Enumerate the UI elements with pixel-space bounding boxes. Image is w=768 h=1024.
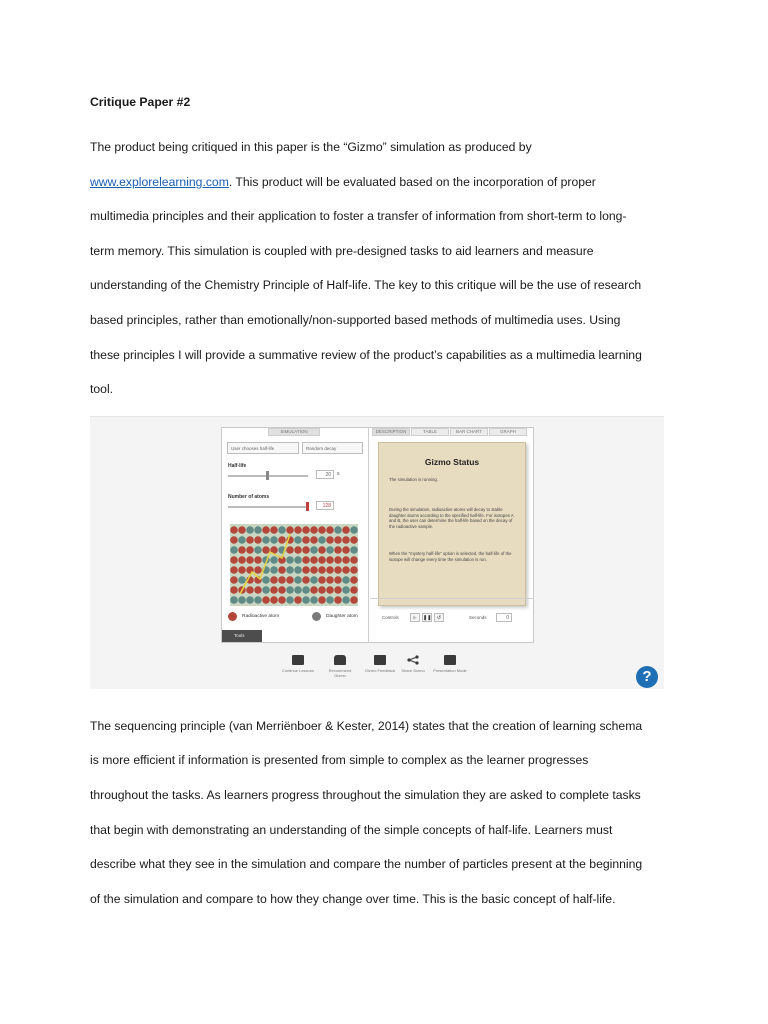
paragraph-2-line-5: describe what they see in the simulation and compare the number of particles present at the beginning — [90, 857, 643, 871]
description-pane — [370, 428, 533, 642]
atom — [278, 586, 286, 594]
atom — [326, 546, 334, 554]
atom — [270, 566, 278, 574]
gizmo-status-panel — [378, 442, 526, 606]
atom — [310, 566, 318, 574]
paragraph-1-line-1: The product being critiqued in this paper is the “Gizmo” simulation as produced by — [90, 140, 532, 154]
paragraph-1-line-6: based principles, rather than emotionally/non-supported based methods of multimedia uses. Using — [90, 313, 621, 327]
atom — [326, 566, 334, 574]
atom — [326, 596, 334, 604]
atom — [318, 546, 326, 554]
paper-title: Critique Paper #2 — [90, 95, 191, 109]
gizmo-feedback-button[interactable] — [363, 655, 397, 673]
atom — [254, 586, 262, 594]
book-icon — [292, 655, 304, 665]
atom — [326, 536, 334, 544]
atom — [254, 596, 262, 604]
atom — [310, 526, 318, 534]
gizmo-screenshot — [90, 416, 664, 689]
atom — [318, 536, 326, 544]
status-line-1: The simulation is running. — [389, 477, 438, 482]
atom — [238, 566, 246, 574]
atom — [262, 576, 270, 584]
tools-tab[interactable] — [222, 630, 262, 642]
atom — [230, 586, 238, 594]
atom — [262, 536, 270, 544]
atom — [302, 526, 310, 534]
tab-bar-chart[interactable]: BAR CHART — [450, 428, 488, 436]
paragraph-1-line-3: multimedia principles and their application to foster a transfer of information from short-term to long- — [90, 209, 627, 223]
atom — [246, 526, 254, 534]
atom — [334, 536, 342, 544]
atom — [270, 556, 278, 564]
atom — [334, 546, 342, 554]
atom — [286, 596, 294, 604]
paragraph-2-line-2: is more efficient if information is presented from simple to complex as the learner progresses — [90, 753, 589, 767]
thumbs-up-icon — [334, 655, 346, 665]
gizmo-feedback-label: Gizmo Feedback — [364, 668, 396, 673]
paragraph-2-line-1: The sequencing principle (van Merriënboer & Kester, 2014) states that the creation of learning schema — [90, 719, 643, 733]
atom — [246, 536, 254, 544]
atom — [310, 536, 318, 544]
atom — [254, 536, 262, 544]
atom — [254, 546, 262, 554]
atom — [302, 546, 310, 554]
atom-sample-grid — [230, 524, 358, 606]
atom — [286, 566, 294, 574]
atom — [262, 526, 270, 534]
atom — [294, 526, 302, 534]
paragraph-1-line-5: understanding of the Chemistry Principle of Half-life. The key to this critique will be the use of research — [90, 278, 642, 292]
atom — [318, 556, 326, 564]
halflife-label: Half-life — [228, 463, 247, 469]
atom — [294, 566, 302, 574]
atom — [254, 526, 262, 534]
paragraph-2-line-4: that begin with demonstrating an understanding of the simple concepts of half-life. Learners must — [90, 823, 613, 837]
atom — [350, 536, 358, 544]
tab-graph[interactable]: GRAPH — [489, 428, 527, 436]
atom — [286, 586, 294, 594]
atom — [350, 526, 358, 534]
atom — [350, 576, 358, 584]
recommend-gizmo-label: Recommend Gizmo — [328, 668, 352, 678]
atom — [286, 556, 294, 564]
share-icon — [407, 655, 419, 665]
atom — [294, 546, 302, 554]
atom — [342, 596, 350, 604]
atom — [270, 536, 278, 544]
atom — [278, 526, 286, 534]
halflife-mode-dropdown[interactable]: User chooses half-life — [227, 442, 299, 454]
atom — [270, 586, 278, 594]
atom — [334, 586, 342, 594]
atom — [334, 596, 342, 604]
help-button[interactable]: ? — [636, 666, 658, 688]
atom — [318, 596, 326, 604]
atom — [270, 576, 278, 584]
tools-label: Tools — [234, 633, 245, 638]
atom — [294, 596, 302, 604]
paragraph-1-line-4: term memory. This simulation is coupled with pre-designed tasks to aid learners and measure — [90, 244, 594, 258]
atom — [230, 566, 238, 574]
atoms-input[interactable]: 128 — [316, 501, 334, 510]
atom — [302, 596, 310, 604]
atom — [246, 596, 254, 604]
atom — [334, 556, 342, 564]
atom — [342, 536, 350, 544]
atom — [334, 566, 342, 574]
atom — [342, 586, 350, 594]
seconds-label: Seconds — [469, 615, 487, 620]
share-gizmo-button[interactable] — [396, 655, 430, 673]
atom — [230, 546, 238, 554]
atom — [318, 526, 326, 534]
atom — [278, 566, 286, 574]
atom — [238, 526, 246, 534]
status-paragraph-3: When the "mystery half-life" option is selected, the half-life of the isotope will change every time the simulation is run. — [389, 551, 512, 562]
paragraph-2-line-3: throughout the tasks. As learners progress throughout the simulation they are asked to complete tasks — [90, 788, 641, 802]
atom — [238, 596, 246, 604]
atom — [326, 556, 334, 564]
reset-button[interactable]: ↺ — [434, 613, 444, 622]
atom — [238, 546, 246, 554]
paragraph-1-line-8: tool. — [90, 382, 114, 396]
atom — [254, 556, 262, 564]
paragraph-1-line-2-text: . This product will be evaluated based on the incorporation of proper — [228, 175, 596, 189]
atom — [350, 546, 358, 554]
gizmo-window — [221, 427, 534, 643]
atom — [334, 576, 342, 584]
atom — [294, 576, 302, 584]
atom — [238, 556, 246, 564]
atom — [326, 576, 334, 584]
number-of-atoms-label: Number of atoms — [228, 494, 270, 500]
halflife-input[interactable]: 20 — [316, 470, 334, 479]
paragraph-1-line-2 — [90, 174, 596, 190]
halflife-slider-handle[interactable] — [266, 471, 269, 480]
atom — [270, 596, 278, 604]
atom — [238, 536, 246, 544]
atom — [270, 526, 278, 534]
atom — [230, 536, 238, 544]
atom — [350, 556, 358, 564]
tab-table[interactable]: TABLE — [411, 428, 449, 436]
continue-lessons-label: Continue Lessons — [281, 668, 315, 673]
speech-bubble-icon — [374, 655, 386, 665]
atom — [342, 566, 350, 574]
atom — [230, 576, 238, 584]
atom — [342, 526, 350, 534]
controls-label: Controls — [382, 615, 399, 620]
atom — [254, 566, 262, 574]
atom — [342, 546, 350, 554]
atom — [350, 596, 358, 604]
atom — [334, 526, 342, 534]
atom — [326, 526, 334, 534]
atom — [302, 586, 310, 594]
play-button[interactable]: ▶ — [410, 613, 420, 622]
atom — [302, 556, 310, 564]
continue-lessons-button[interactable] — [281, 655, 315, 673]
paragraph-2-line-6: of the simulation and compare to how they change over time. This is the basic concept of half-life. — [90, 892, 616, 906]
atom — [262, 586, 270, 594]
atom — [310, 586, 318, 594]
atom — [302, 576, 310, 584]
atom — [230, 526, 238, 534]
atom — [246, 556, 254, 564]
status-paragraph-2: During the simulation, radioactive atoms will decay to stable daughter atoms according to the specified half-life. For isotopes A and B, the user can determine the half-life based on the decay of the radioactive sample. — [389, 507, 514, 529]
atom — [342, 556, 350, 564]
atom — [310, 546, 318, 554]
share-gizmo-label: Share Gizmo — [401, 668, 425, 673]
radioactive-atom-dot-icon — [228, 612, 237, 621]
atom — [230, 596, 238, 604]
atom — [350, 586, 358, 594]
legend-daughter: Daughter atom — [326, 614, 358, 619]
atom — [286, 576, 294, 584]
explorelearning-link[interactable]: www.explorelearning.com — [90, 175, 229, 189]
atom — [278, 576, 286, 584]
atom — [318, 576, 326, 584]
atom — [326, 586, 334, 594]
atom — [342, 576, 350, 584]
presentation-mode-button[interactable] — [433, 655, 467, 673]
atom — [262, 546, 270, 554]
atom — [318, 566, 326, 574]
tab-simulation[interactable]: SIMULATION — [268, 428, 320, 436]
atoms-slider-handle[interactable] — [306, 502, 309, 511]
pause-button[interactable]: ❚❚ — [423, 615, 432, 621]
status-title: Gizmo Status — [424, 457, 480, 467]
seconds-value: 0 — [496, 613, 512, 622]
atom — [246, 586, 254, 594]
atom — [310, 576, 318, 584]
atom — [246, 546, 254, 554]
atoms-slider[interactable] — [228, 506, 308, 508]
atom — [294, 556, 302, 564]
daughter-atom-dot-icon — [312, 612, 321, 621]
atom — [278, 536, 286, 544]
atom — [310, 596, 318, 604]
presentation-mode-label: Presentation Mode — [433, 668, 467, 673]
tab-description[interactable]: DESCRIPTION — [372, 428, 410, 436]
atom — [350, 566, 358, 574]
atom — [286, 526, 294, 534]
atom — [262, 596, 270, 604]
atom — [310, 556, 318, 564]
presentation-icon — [444, 655, 456, 665]
atom — [302, 566, 310, 574]
controls-divider — [370, 598, 533, 599]
decay-mode-dropdown[interactable]: Random decay — [302, 442, 363, 454]
atom — [230, 556, 238, 564]
atom — [238, 576, 246, 584]
atom — [318, 586, 326, 594]
atom — [294, 536, 302, 544]
simulation-pane — [222, 428, 369, 642]
recommend-gizmo-button[interactable] — [323, 655, 357, 678]
paragraph-1-line-7: these principles I will provide a summative review of the product’s capabilities as a multimedia learning — [90, 348, 642, 362]
atom — [278, 596, 286, 604]
legend-radioactive: Radioactive atom — [242, 614, 280, 619]
halflife-unit: s — [337, 471, 340, 477]
atom — [302, 536, 310, 544]
atom — [286, 546, 294, 554]
atom — [294, 586, 302, 594]
